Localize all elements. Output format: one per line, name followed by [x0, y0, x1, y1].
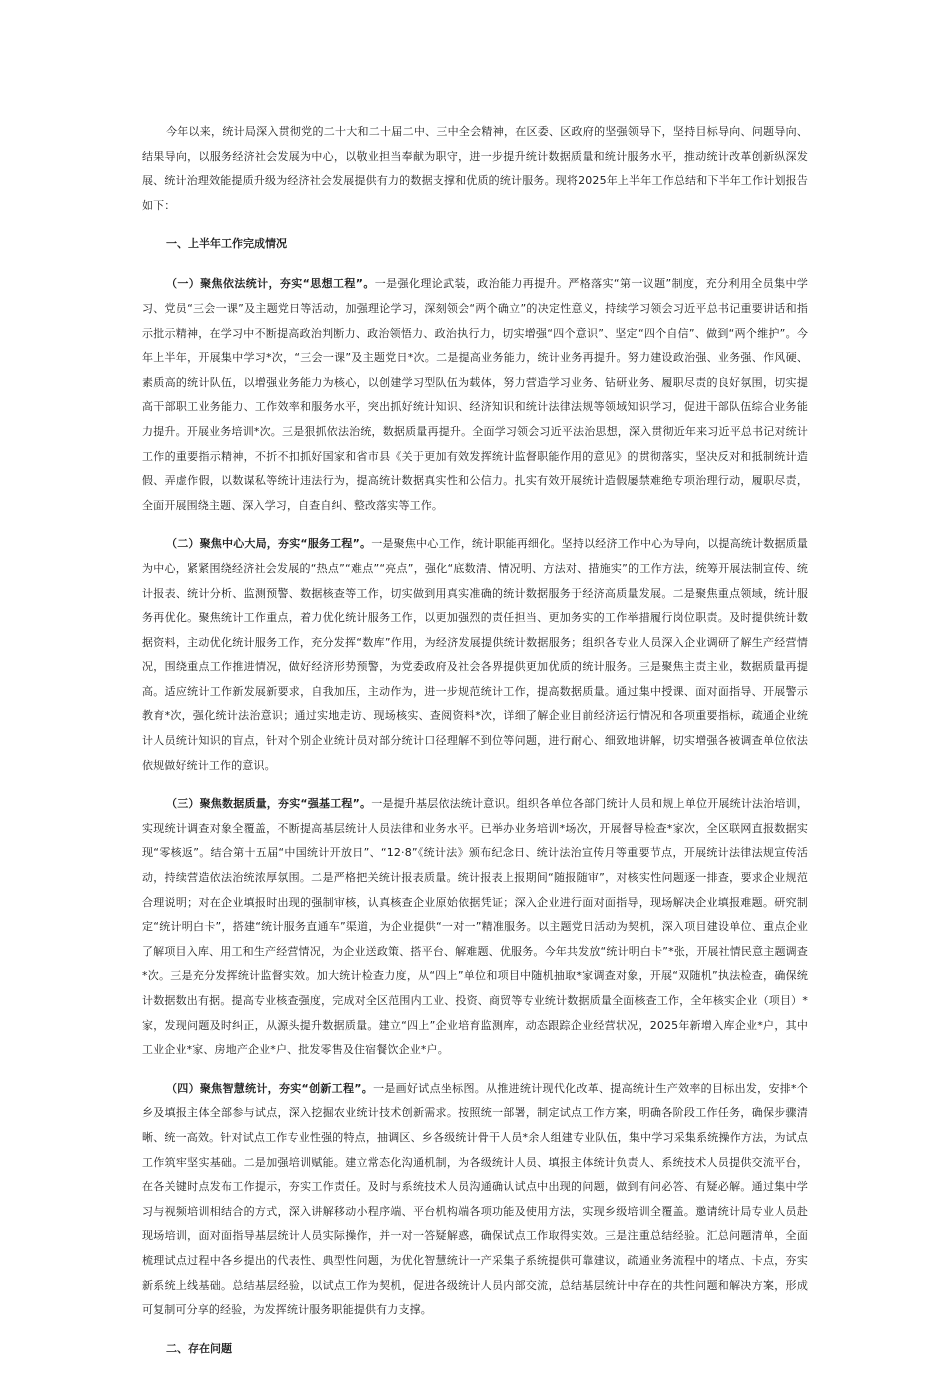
paragraph-3-body: 一是提升基层依法统计意识。组织各单位各部门统计人员和规上单位开展统计法治培训，实现统计调查对象全覆盖，不断提高基层统计人员法律和业务水平。已举办业务培训*场次，开展督导检查*家次，全区联网直报数据实现“零核返”。结合第十五届“中国统计开放日”、“12·8”《统计法》颁布纪念日、统计法治宣传月等重要节点，开展统计法律法规宣传活动，持续营造依法治统浓厚氛围。二是严格把关统计报表质量。统计报表上报期间“随报随审”，对核实性问题逐一排查，要求企业规范合理说明；对在企业填报时出现的强制审核，认真核查企业原始依据凭证；深入企业进行面对面指导，现场解决企业填报难题。研究制定“统计明白卡”，搭建“统计服务直通车”渠道，为企业提供“一对一”精准服务。以主题党日活动为契机，深入项目建设单位、重点企业了解项目入库、用工和生产经营情况，为企业送政策、搭平台、解难题、优服务。今年共发放“统计明白卡”*张，开展社情民意主题调查*次。三是充分发挥统计监督实效。加大统计检查力度，从“四上”单位和项目中随机抽取*家调查对象，开展“双随机”执法检查，确保统计数据数出有据。提高专业核查强度，完成对全区范围内工业、投资、商贸等专业统计数据质量全面核查工作，全年核实企业（项目）*家，发现问题及时纠正，从源头提升数据质量。建立“四上”企业培育监测库，动态跟踪企业经营状况，2025年新增入库企业*户，其中工业企业*家、房地产企业*户、批发零售及住宿餐饮企业*户。 [142, 797, 808, 1057]
paragraph-3 [142, 792, 808, 1063]
paragraph-4-lead: （四）聚焦智慧统计，夯实“创新工程”。 [166, 1081, 374, 1095]
section-heading-1: 一、上半年工作完成情况 [166, 237, 287, 251]
document-page [142, 120, 808, 1377]
paragraph-2-body: 一是聚焦中心工作，统计职能再细化。坚持以经济工作中心为导向，以提高统计数据质量为中心，紧紧围绕经济社会发展的“热点”“难点”“亮点”，强化“底数清、情况明、方法对、措施实”的工作方法，统筹开展法制宣传、统计报表、统计分析、监测预警、数据核查等工作，切实做到用真实准确的统计数据服务于经济高质量发展。二是聚焦重点领域，统计服务再优化。聚焦统计工作重点，着力优化统计服务工作，以更加强烈的责任担当、更加务实的工作举措履行岗位职责。及时提供统计数据资料，主动优化统计服务工作，充分发挥“数库”作用，为经济发展提供统计数据服务；组织各专业人员深入企业调研了解生产经营情况，围绕重点工作推进情况，做好经济形势预警，为党委政府及社会各界提供更加优质的统计服务。三是聚焦主责主业，数据质量再提高。适应统计工作新发展新要求，自我加压，主动作为，进一步规范统计工作，提高数据质量。通过集中授课、面对面指导、开展警示教育*次，强化统计法治意识；通过实地走访、现场核实、查阅资料*次，详细了解企业目前经济运行情况和各项重要指标，疏通企业统计人员统计知识的盲点，针对个别企业统计员对部分统计口径理解不到位等问题，进行耐心、细致地讲解，切实增强各被调查单位依法依规做好统计工作的意识。 [142, 537, 808, 772]
paragraph-2-lead: （二）聚焦中心大局，夯实“服务工程”。 [166, 537, 372, 551]
paragraph-4-body: 一是画好试点坐标图。从推进统计现代化改革、提高统计生产效率的目标出发，安排*个乡及填报主体全部参与试点，深入挖掘农业统计技术创新需求。按照统一部署，制定试点工作方案，明确各阶段工作任务，确保步骤清晰、统一高效。针对试点工作专业性强的特点，抽调区、乡各级统计骨干人员*余人组建专业队伍，集中学习采集系统操作方法，为试点工作筑牢坚实基础。二是加强培训赋能。建立常态化沟通机制，为各级统计人员、填报主体统计负责人、系统技术人员提供交流平台，在各关键时点发布工作提示，夯实工作责任。及时与系统技术人员沟通确认试点中出现的问题，做到有问必答、有疑必解。通过集中学习与视频培训相结合的方式，深入讲解移动小程序端、平台机构端各项功能及使用方法，实现乡级培训全覆盖。邀请统计局专业人员赴现场培训，面对面指导基层统计人员实际操作，并一对一答疑解惑，确保试点工作取得实效。三是注重总结经验。汇总问题清单，全面梳理试点过程中各乡提出的代表性、典型性问题，为优化智慧统计一产采集子系统提供可靠建议，疏通业务流程中的堵点、卡点，夯实新系统上线基础。总结基层经验，以试点工作为契机，促进各级统计人员内部交流，总结基层统计中存在的共性问题和解决方案，形成可复制可分享的经验，为发挥统计服务职能提供有力支撑。 [142, 1081, 808, 1317]
paragraph-2 [142, 532, 808, 778]
intro-paragraph: 今年以来，统计局深入贯彻党的二十大和二十届二中、三中全会精神，在区委、区政府的坚强领导下，坚持目标导向、问题导向、结果导向，以服务经济社会发展为中心，以敬业担当奉献为职守，进一步提升统计数据质量和统计服务水平，推动统计改革创新纵深发展、统计治理效能提质升级为经济社会发展提供有力的数据支撑和优质的统计服务。现将2025年上半年工作总结和下半年工作计划报告如下： [142, 125, 808, 212]
paragraph-1 [142, 272, 808, 518]
paragraph-3-lead: （三）聚焦数据质量，夯实“强基工程”。 [166, 797, 372, 811]
paragraph-1-body: 一是强化理论武装，政治能力再提升。严格落实“第一议题”制度，充分利用全员集中学习、党员“三会一课”及主题党日等活动，加强理论学习，深刻领会“两个确立”的决定性意义，持续学习领会习近平总书记重要讲话和指示批示精神，在学习中不断提高政治判断力、政治领悟力、政治执行力，切实增强“四个意识”、坚定“四个自信”、做到“两个维护”。今年上半年，开展集中学习*次，“三会一课”及主题党日*次。二是提高业务能力，统计业务再提升。努力建设政治强、业务强、作风硬、素质高的统计队伍，以增强业务能力为核心，以创建学习型队伍为载体，努力营造学习业务、钻研业务、履职尽责的良好氛围，切实提高干部职工业务能力、工作效率和服务水平，突出抓好统计知识、经济知识和统计法律法规等领域知识学习，促进干部队伍综合业务能力提升。开展业务培训*次。三是狠抓依法治统，数据质量再提升。全面学习领会习近平法治思想，深入贯彻近年来习近平总书记对统计工作的重要指示精神，不折不扣抓好国家和省市县《关于更加有效发挥统计监督职能作用的意见》的贯彻落实，坚决反对和抵制统计造假、弄虚作假，以数谋私等统计违法行为，提高统计数据真实性和公信力。扎实有效开展统计造假屡禁难绝专项治理行动，履职尽责，全面开展围绕主题、深入学习，自查自纠、整改落实等工作。 [142, 277, 808, 512]
paragraph-1-lead: （一）聚焦依法统计，夯实“思想工程”。 [166, 277, 375, 291]
section-heading-2: 二、存在问题 [166, 1341, 232, 1355]
paragraph-4 [142, 1077, 808, 1323]
